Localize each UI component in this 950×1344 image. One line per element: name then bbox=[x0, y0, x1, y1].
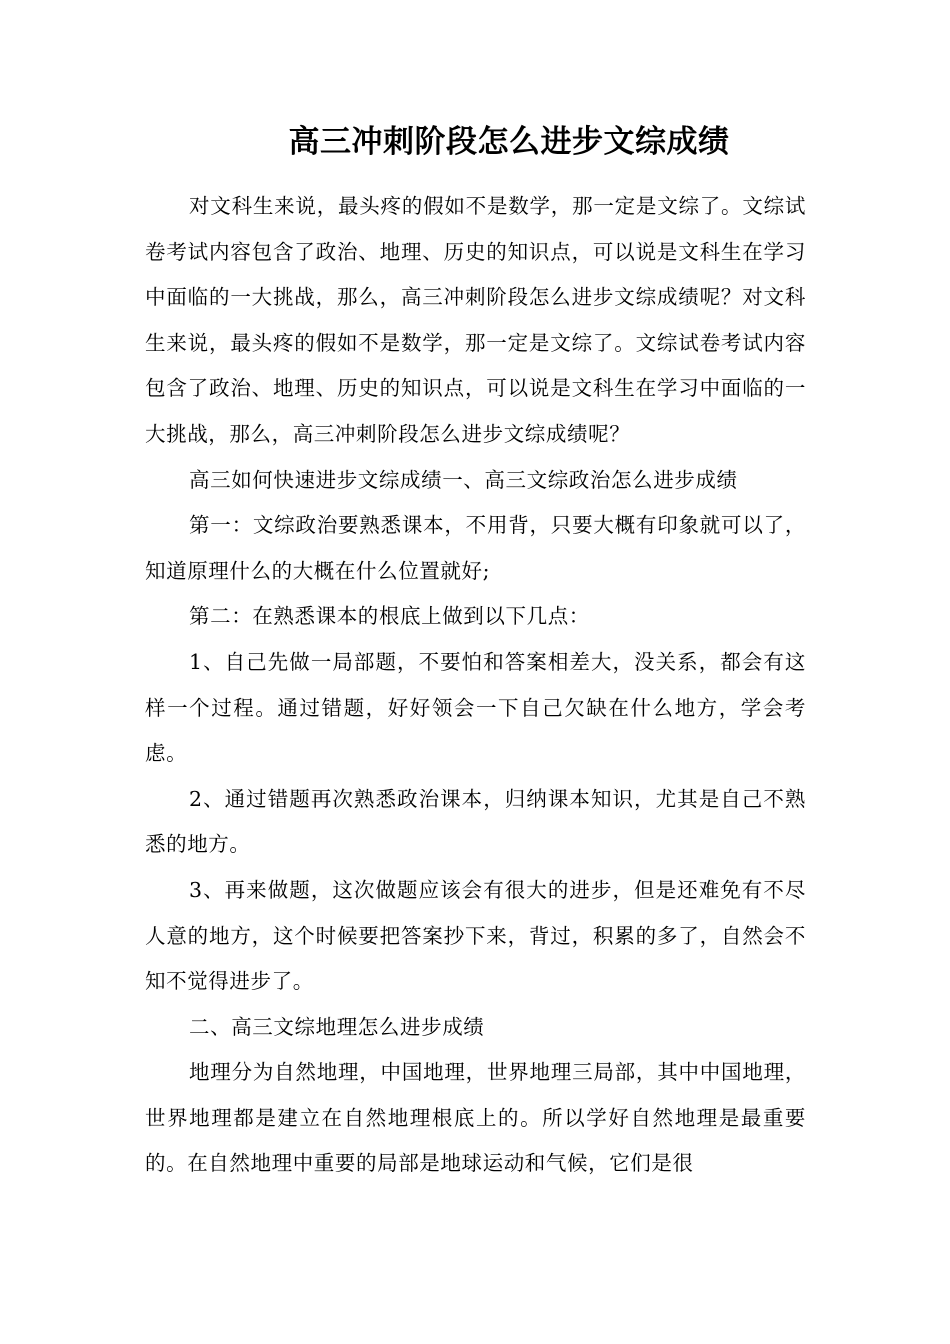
paragraph-item-2: 2、通过错题再次熟悉政治课本，归纳课本知识，尤其是自己不熟悉的地方。 bbox=[145, 786, 806, 857]
paragraph-heading-geography: 二、高三文综地理怎么进步成绩 bbox=[189, 1014, 485, 1039]
paragraph-item-3: 3、再来做题，这次做题应该会有很大的进步，但是还难免有不尽人意的地方，这个时候要把答案抄下来，背过，积累的多了，自然会不知不觉得进步了。 bbox=[145, 877, 806, 994]
paragraph-second-point: 第二：在熟悉课本的根底上做到以下几点： bbox=[189, 604, 590, 629]
paragraph-item-1: 1、自己先做一局部题，不要怕和答案相差大，没关系，都会有这样一个过程。通过错题，好好领会一下自己欠缺在什么地方，学会考虑。 bbox=[145, 649, 806, 766]
paragraph-geography-body: 地理分为自然地理，中国地理，世界地理三局部，其中中国地理，世界地理都是建立在自然地理根底上的。所以学好自然地理是最重要的。在自然地理中重要的局部是地球运动和气候，它们是很 bbox=[145, 1060, 806, 1176]
paragraph-heading-politics: 高三如何快速进步文综成绩一、高三文综政治怎么进步成绩 bbox=[189, 467, 738, 492]
document-body bbox=[145, 184, 806, 1187]
paragraph-first-point: 第一：文综政治要熟悉课本，不用背，只要大概有印象就可以了，知道原理什么的大概在什么位置就好; bbox=[145, 513, 806, 583]
paragraph-intro: 对文科生来说，最头疼的假如不是数学，那一定是文综了。文综试卷考试内容包含了政治、地理、历史的知识点，可以说是文科生在学习中面临的一大挑战，那么，高三冲刺阶段怎么进步文综成绩呢？对文科生来说，最头疼的假如不是数学，那一定是文综了。文综试卷考试内容包含了政治、地理、历史的知识点，可以说是文科生在学习中面临的一大挑战，那么，高三冲刺阶段怎么进步文综成绩呢？ bbox=[145, 194, 806, 446]
page-title: 高三冲刺阶段怎么进步文综成绩 bbox=[288, 124, 730, 160]
